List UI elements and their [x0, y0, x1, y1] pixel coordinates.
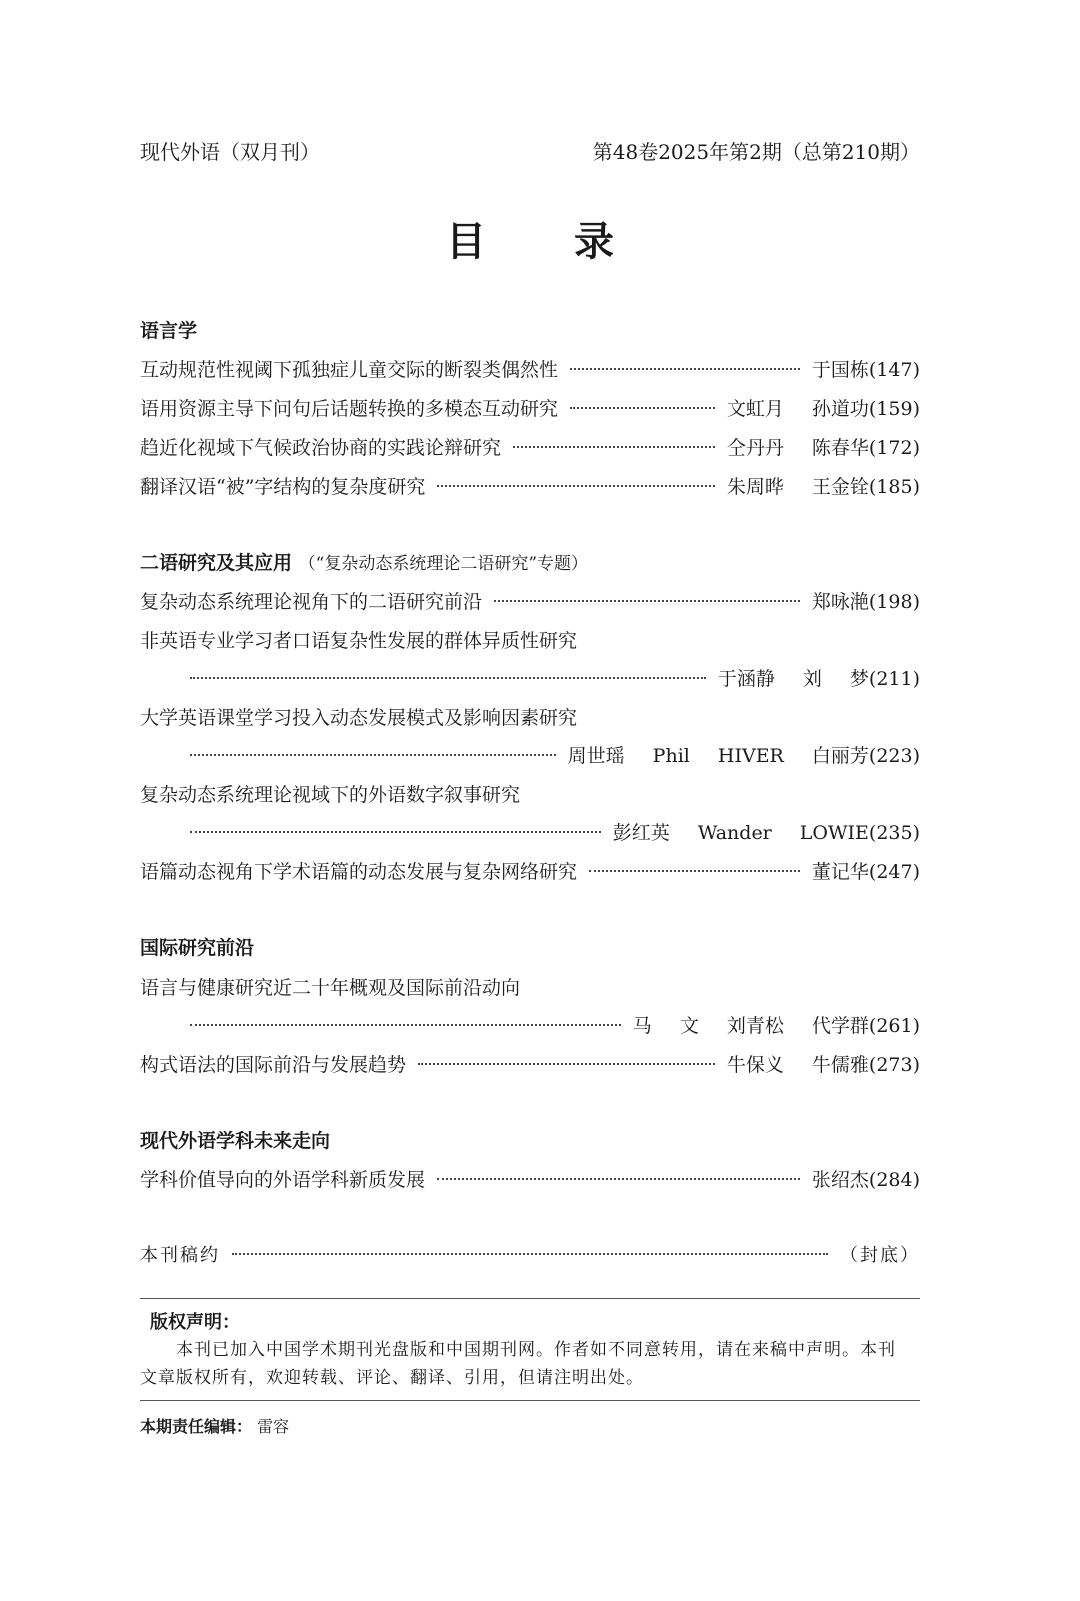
entry-authors: 朱周晔 王金铨 [726, 476, 869, 498]
leader-dots [589, 870, 800, 872]
section-heading-text: 二语研究及其应用 [140, 552, 293, 574]
entry-page: (284) [868, 1169, 920, 1191]
entry-authors: 文虹月 孙道功 [726, 398, 869, 420]
leader-dots [232, 1253, 828, 1255]
toc-entry[interactable] [140, 586, 920, 618]
page-title: 目录 [446, 219, 702, 265]
entry-title[interactable]: 语言与健康研究近二十年概观及国际前沿动向 [140, 977, 521, 999]
toc-entry[interactable] [140, 1049, 920, 1081]
entry-title: 互动规范性视阈下孤独症儿童交际的断裂类偶然性 [140, 359, 559, 381]
back-cover-location: （封底） [840, 1245, 920, 1266]
entry-title: 语用资源主导下问句后话题转换的多模态互动研究 [140, 398, 559, 420]
entry-page: (159) [868, 398, 920, 420]
toc-entry[interactable] [140, 856, 920, 888]
entry-page: (235) [868, 822, 920, 844]
entry-title[interactable]: 复杂动态系统理论视域下的外语数字叙事研究 [140, 784, 521, 806]
entry-page: (172) [868, 437, 920, 459]
editor-label: 本期责任编辑： [140, 1417, 253, 1436]
toc-entry-continuation [140, 740, 920, 772]
section-heading: 现代外语学科未来走向 [140, 1130, 331, 1152]
entry-authors: 于国栋 [811, 359, 869, 381]
leader-dots [437, 485, 714, 487]
leader-dots [513, 446, 715, 448]
section-heading: 语言学 [140, 320, 198, 342]
entry-title[interactable]: 非英语专业学习者口语复杂性发展的群体异质性研究 [140, 630, 578, 652]
leader-dots [437, 1178, 800, 1180]
copyright-body: 本刊已加入中国学术期刊光盘版和中国期刊网。作者如不同意转用，请在来稿中声明。本刊文章版权所有，欢迎转载、评论、翻译、引用，但请注明出处。 [140, 1340, 896, 1388]
back-cover-entry[interactable] [140, 1240, 920, 1272]
back-cover-label: 本刊稿约 [140, 1245, 220, 1266]
toc-entry[interactable] [140, 393, 920, 425]
entry-authors: 郑咏滟 [811, 591, 869, 613]
entry-authors: 董记华 [811, 861, 869, 883]
leader-dots [190, 831, 601, 833]
entry-title: 趋近化视域下气候政治协商的实践论辩研究 [140, 437, 502, 459]
section-heading [140, 548, 920, 578]
entry-title: 语篇动态视角下学术语篇的动态发展与复杂网络研究 [140, 861, 578, 883]
toc-entry[interactable] [140, 432, 920, 464]
section-note: （“复杂动态系统理论二语研究”专题） [298, 554, 589, 574]
leader-dots [494, 600, 800, 602]
entry-authors: 马 文 刘青松 代学群 [632, 1015, 869, 1037]
entry-title: 学科价值导向的外语学科新质发展 [140, 1169, 426, 1191]
entry-page: (273) [868, 1054, 920, 1076]
entry-authors: 牛保义 牛儒雅 [726, 1054, 869, 1076]
leader-dots [418, 1063, 715, 1065]
leader-dots [570, 407, 715, 409]
toc-entry-continuation [140, 1010, 920, 1042]
entry-authors: 周世瑶 Phil HIVER 白丽芳 [567, 745, 869, 767]
running-header [140, 136, 920, 166]
editor-line [140, 1414, 289, 1437]
leader-dots [570, 368, 800, 370]
entry-authors: 张绍杰 [811, 1169, 869, 1191]
toc-entry[interactable] [140, 354, 920, 386]
entry-authors: 仝丹丹 陈春华 [726, 437, 869, 459]
entry-authors: 彭红英 Wander LOWIE [612, 822, 869, 844]
issue-info: 第48卷2025年第2期（总第210期） [592, 140, 920, 164]
entry-page: (223) [868, 745, 920, 767]
entry-title[interactable]: 大学英语课堂学习投入动态发展模式及影响因素研究 [140, 707, 578, 729]
entry-authors: 于涵静 刘 梦 [717, 668, 869, 690]
copyright-heading: 版权声明： [150, 1312, 240, 1333]
leader-dots [190, 677, 706, 679]
toc-entry[interactable] [140, 1164, 920, 1196]
leader-dots [190, 1024, 621, 1026]
toc-entry-continuation [140, 663, 920, 695]
journal-name: 现代外语（双月刊） [140, 140, 320, 164]
entry-page: (247) [868, 861, 920, 883]
divider [140, 1400, 920, 1401]
entry-page: (198) [868, 591, 920, 613]
entry-page: (211) [868, 668, 920, 690]
toc-page [140, 0, 920, 1601]
entry-title: 构式语法的国际前沿与发展趋势 [140, 1054, 407, 1076]
divider [140, 1298, 920, 1299]
section-heading: 国际研究前沿 [140, 937, 255, 959]
entry-title: 复杂动态系统理论视角下的二语研究前沿 [140, 591, 483, 613]
editor-name: 雷容 [257, 1417, 290, 1436]
entry-page: (147) [868, 359, 920, 381]
entry-page: (261) [868, 1015, 920, 1037]
leader-dots [190, 754, 556, 756]
toc-entry-continuation [140, 817, 920, 849]
toc-entry[interactable] [140, 471, 920, 503]
entry-title: 翻译汉语“被”字结构的复杂度研究 [140, 476, 426, 498]
entry-page: (185) [868, 476, 920, 498]
